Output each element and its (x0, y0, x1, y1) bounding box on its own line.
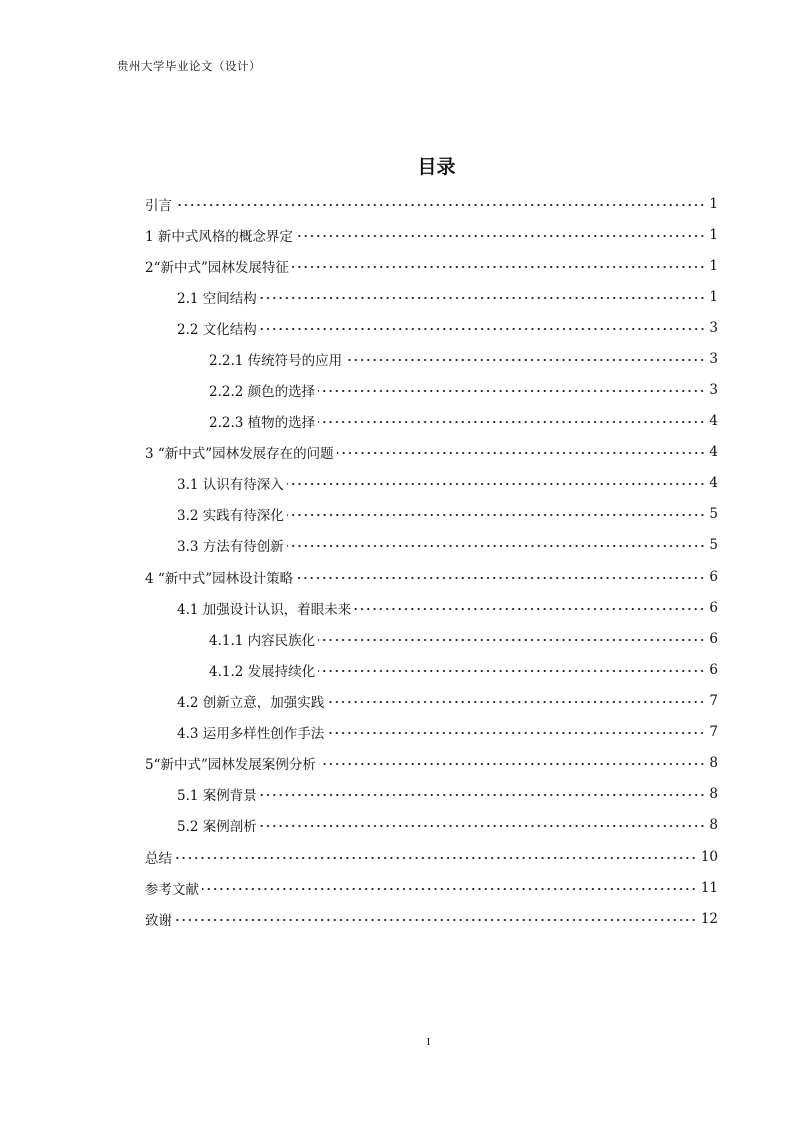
toc-leader-dots (354, 603, 705, 615)
toc-entry-3-3[interactable] (177, 529, 718, 560)
toc-entry-page: 10 (700, 848, 718, 865)
toc-entry-label: 3 “新中式”园林发展存在的问题 (145, 445, 334, 462)
toc-entry-label: 4 “新中式”园林设计策略 (145, 570, 294, 587)
toc-entry-2[interactable] (145, 250, 718, 281)
toc-leader-dots (202, 883, 697, 895)
toc-entry-references[interactable] (145, 872, 718, 903)
toc-entry-page: 8 (709, 754, 718, 771)
toc-entry-label: 1 新中式风格的概念界定 (145, 228, 293, 245)
toc-entry-page: 4 (709, 443, 718, 460)
toc-entry-4[interactable] (145, 561, 718, 592)
toc-entry-page: 6 (709, 599, 718, 616)
toc-leader-dots (175, 199, 705, 211)
toc-entry-page: 5 (709, 505, 718, 522)
toc-leader-dots (287, 540, 706, 552)
toc-leader-dots (296, 230, 706, 242)
toc-leader-dots (318, 665, 705, 677)
toc-leader-dots (327, 727, 705, 739)
toc-entry-page: 7 (709, 692, 718, 709)
toc-leader-dots (318, 385, 705, 397)
toc-entry-2-2-1[interactable] (209, 343, 718, 374)
toc-entry-2-2-2[interactable] (209, 374, 718, 405)
toc-entry-label: 3.1 认识有待深入 (177, 476, 284, 493)
toc-entry-label: 4.1.2 发展持续化 (209, 663, 316, 680)
toc-entry-label: 5.2 案例剖析 (177, 818, 257, 835)
toc-entry-label: 2.2.1 传统符号的应用 (209, 352, 343, 369)
toc-entry-page: 1 (709, 288, 718, 305)
toc-entry-summary[interactable] (145, 841, 718, 872)
toc-leader-dots (318, 416, 705, 428)
toc-entry-label: 2.2 文化结构 (177, 321, 257, 338)
toc-entry-page: 5 (709, 536, 718, 553)
toc-leader-dots (327, 696, 705, 708)
toc-entry-5[interactable] (145, 747, 718, 778)
toc-leader-dots (260, 292, 706, 304)
toc-leader-dots (337, 447, 706, 459)
toc-leader-dots (345, 354, 705, 366)
toc-entry-label: 致谢 (145, 912, 172, 929)
toc-entry-2-1[interactable] (177, 281, 718, 312)
toc-entry-2-2[interactable] (177, 312, 718, 343)
toc-entry-page: 4 (709, 412, 718, 429)
toc-entry-label: 4.3 运用多样性创作手法 (177, 725, 325, 742)
toc-entry-page: 4 (709, 474, 718, 491)
toc-entry-page: 1 (709, 195, 718, 212)
toc-leader-dots (319, 758, 706, 770)
toc-entry-label: 2.2.2 颜色的选择 (209, 383, 316, 400)
toc-entry-3-2[interactable] (177, 498, 718, 529)
toc-entry-page: 6 (709, 630, 718, 647)
toc-entry-5-1[interactable] (177, 778, 718, 809)
toc-entry-introduction[interactable] (145, 188, 718, 219)
toc-leader-dots (260, 789, 706, 801)
toc-entry-page: 1 (709, 226, 718, 243)
toc-entry-page: 8 (709, 785, 718, 802)
toc-entry-label: 参考文献 (145, 881, 199, 898)
toc-entry-label: 2.2.3 植物的选择 (209, 414, 316, 431)
toc-entry-label: 4.1.1 内容民族化 (209, 632, 316, 649)
toc-leader-dots (260, 820, 706, 832)
toc-leader-dots (292, 261, 706, 273)
toc-entry-label: 5.1 案例背景 (177, 787, 257, 804)
toc-entry-page: 6 (709, 568, 718, 585)
toc-entry-page: 3 (709, 350, 718, 367)
toc-entry-4-1-1[interactable] (209, 623, 718, 654)
toc-entry-2-2-3[interactable] (209, 405, 718, 436)
toc-leader-dots (287, 478, 706, 490)
toc-entry-label: 3.2 实践有待深化 (177, 507, 284, 524)
toc-leader-dots (296, 572, 705, 584)
toc-entry-page: 1 (709, 257, 718, 274)
toc-entry-1[interactable] (145, 219, 718, 250)
toc-entry-page: 7 (709, 723, 718, 740)
toc-leader-dots (260, 323, 706, 335)
toc-entry-label: 2“新中式”园林发展特征 (145, 259, 289, 276)
toc-leader-dots (318, 634, 705, 646)
toc-entry-4-1[interactable] (177, 592, 718, 623)
header-rule (115, 80, 718, 81)
toc-entry-label: 2.1 空间结构 (177, 290, 257, 307)
toc-leader-dots (287, 509, 706, 521)
toc-entry-page: 12 (700, 910, 718, 927)
toc-entry-3[interactable] (145, 436, 718, 467)
toc-entry-label: 5“新中式”园林发展案例分析 (145, 756, 316, 773)
toc-entry-4-3[interactable] (177, 716, 718, 747)
toc-title: 目录 (417, 156, 456, 178)
toc-entry-page: 6 (709, 661, 718, 678)
page-number: I (426, 1036, 431, 1048)
toc-leader-dots (175, 914, 697, 926)
toc-entry-acknowledgements[interactable] (145, 903, 718, 934)
toc-entry-page: 11 (700, 879, 718, 896)
toc-entry-5-2[interactable] (177, 809, 718, 840)
toc-entry-label: 引言 (145, 197, 172, 214)
toc-entry-page: 8 (709, 816, 718, 833)
toc-entry-3-1[interactable] (177, 467, 718, 498)
toc-entry-label: 总结 (145, 850, 172, 867)
toc-entry-4-2[interactable] (177, 685, 718, 716)
running-header: 贵州大学毕业论文（设计） (117, 59, 261, 73)
toc-entry-label: 4.2 创新立意，加强实践 (177, 694, 325, 711)
toc-entry-4-1-2[interactable] (209, 654, 718, 685)
toc-entry-label: 4.1 加强设计认识，着眼未来 (177, 601, 352, 618)
toc-entry-page: 3 (709, 319, 718, 336)
toc-entry-label: 3.3 方法有待创新 (177, 538, 284, 555)
toc-entry-page: 3 (709, 381, 718, 398)
toc-leader-dots (175, 852, 697, 864)
